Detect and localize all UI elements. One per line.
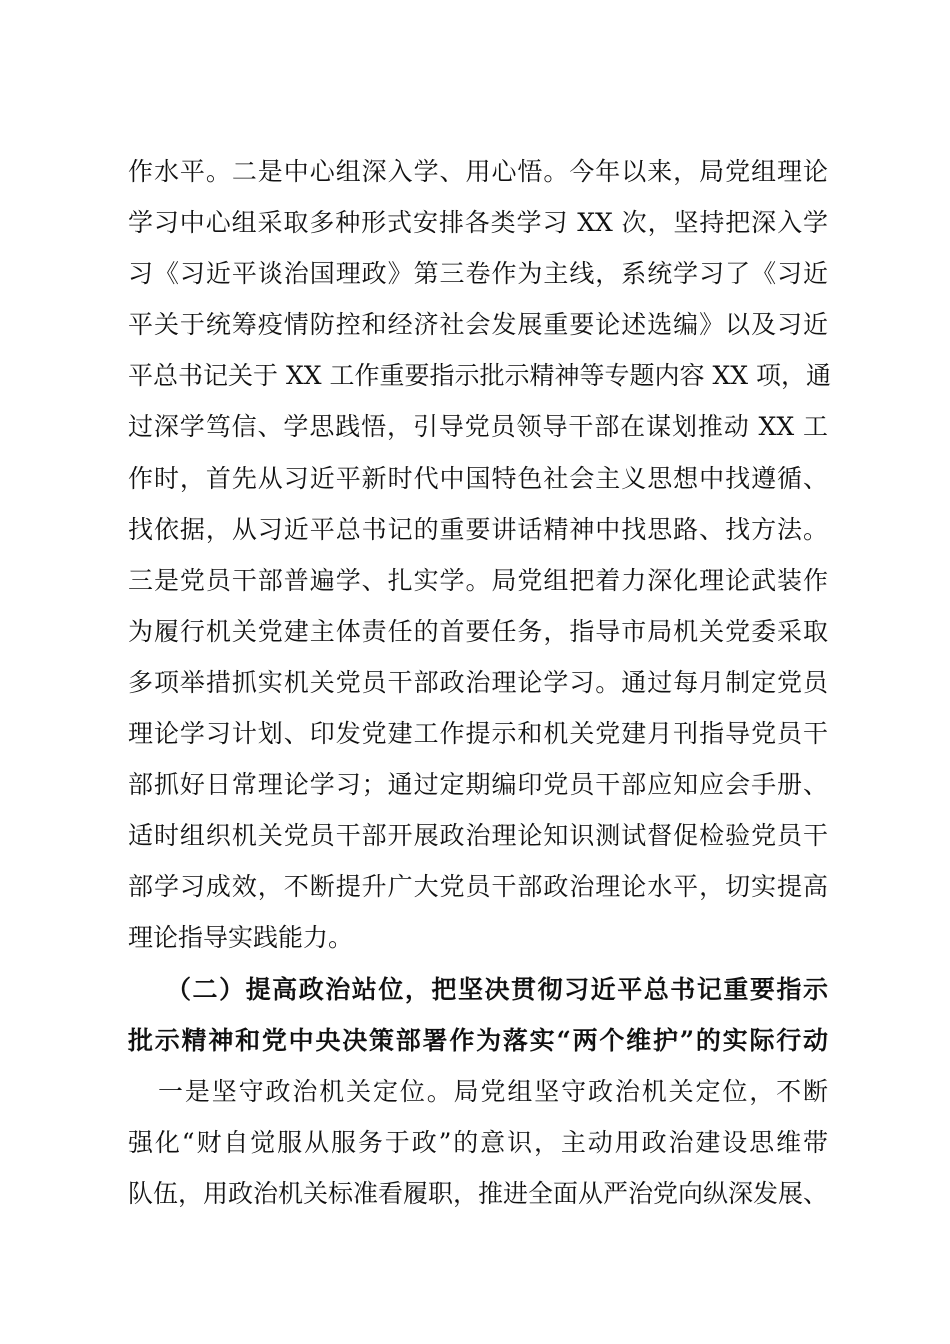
text-line: 过深学笃信、学思践悟，引导党员领导干部在谋划推动 XX 工 — [128, 412, 828, 442]
text-line: 队伍，用政治机关标准看履职，推进全面从严治党向纵深发展、 — [128, 1178, 829, 1208]
text-line: 强化“财自觉服从服务于政”的意识，主动用政治建设思维带 — [128, 1127, 828, 1157]
paragraph-2 — [128, 1066, 828, 1219]
text-line: 多项举措抓实机关党员干部政治理论学习。通过每月制定党员 — [128, 667, 828, 697]
text-line: 习《习近平谈治国理政》第三卷作为主线，系统学习了《习近 — [128, 259, 828, 289]
paragraph-1 — [128, 146, 831, 964]
text-line: 平总书记关于 XX 工作重要指示批示精神等专题内容 XX 项，通 — [128, 361, 831, 391]
text-line: 学习中心组采取多种形式安排各类学习 XX 次，坚持把深入学 — [128, 208, 828, 238]
text-line: 部抓好日常理论学习；通过定期编印党员干部应知应会手册、 — [128, 770, 828, 800]
text-line: 三是党员干部普遍学、扎实学。局党组把着力深化理论武装作 — [128, 565, 828, 595]
document-body — [128, 146, 831, 1219]
text-line: 作时，首先从习近平新时代中国特色社会主义思想中找遵循、 — [128, 463, 828, 493]
text-line: 一是坚守政治机关定位。局党组坚守政治机关定位，不断 — [158, 1076, 828, 1106]
section-heading — [128, 964, 828, 1066]
text-line: 理论指导实践能力。 — [128, 923, 354, 953]
heading-line: （二）提高政治站位，把坚决贯彻习近平总书记重要指示 — [166, 974, 828, 1004]
text-line: 部学习成效，不断提升广大党员干部政治理论水平，切实提高 — [128, 872, 828, 902]
text-line: 作水平。二是中心组深入学、用心悟。今年以来，局党组理论 — [128, 157, 828, 186]
text-line: 为履行机关党建主体责任的首要任务，指导市局机关党委采取 — [128, 616, 828, 646]
heading-line: 批示精神和党中央决策部署作为落实“两个维护”的实际行动 — [128, 1025, 828, 1055]
text-line: 找依据，从习近平总书记的重要讲话精神中找思路、找方法。 — [128, 514, 828, 544]
text-line: 理论学习计划、印发党建工作提示和机关党建月刊指导党员干 — [128, 719, 828, 749]
text-line: 适时组织机关党员干部开展政治理论知识测试督促检验党员干 — [128, 821, 828, 851]
text-line: 平关于统筹疫情防控和经济社会发展重要论述选编》以及习近 — [128, 310, 828, 340]
